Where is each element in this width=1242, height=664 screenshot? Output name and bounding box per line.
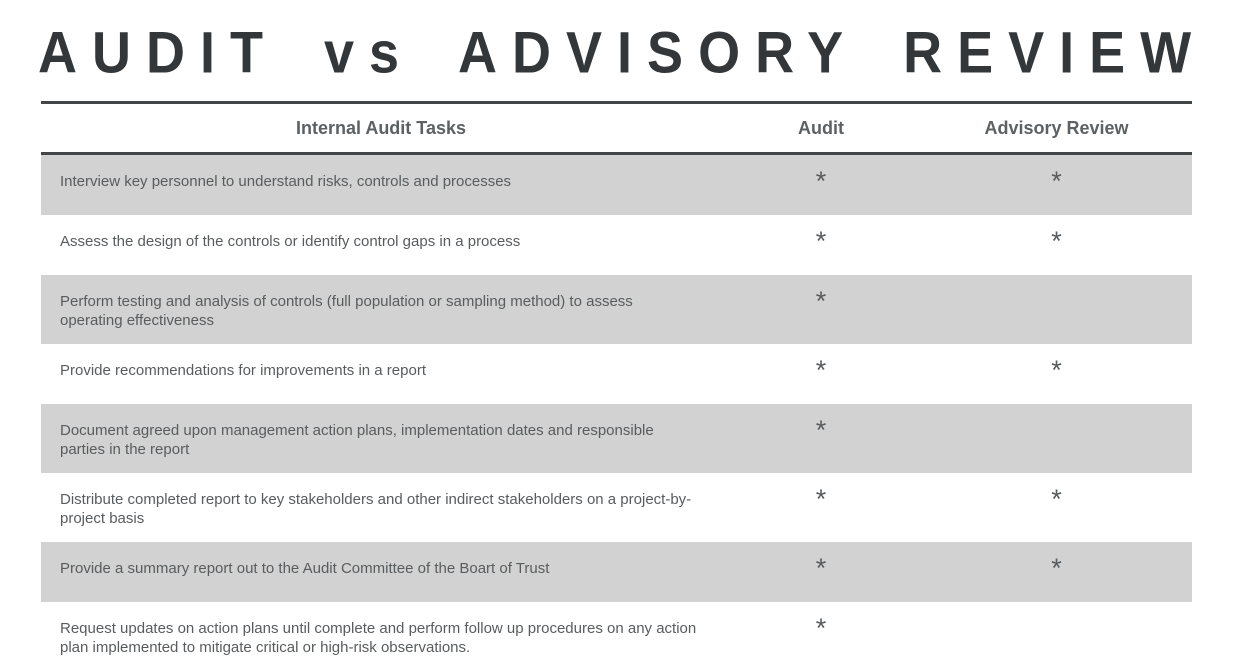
task-cell: Provide recommendations for improvements in a report <box>60 362 426 379</box>
page-title: AUDIT vs ADVISORY REVIEW <box>38 20 1207 86</box>
comparison-table <box>41 101 1192 664</box>
audit-mark: * <box>815 226 827 256</box>
task-cell: Interview key personnel to understand risks, controls and processes <box>60 173 512 190</box>
audit-mark: * <box>815 613 827 643</box>
table-rows <box>41 155 1192 664</box>
table-row <box>41 602 1192 664</box>
audit-mark: * <box>815 286 827 316</box>
advisory-mark: * <box>1051 355 1062 385</box>
task-cell: Distribute completed report to key stakeholders and other indirect stakeholders on a project-by-project basis <box>60 491 692 527</box>
table-row <box>41 473 1192 542</box>
column-header-advisory-review: Advisory Review <box>984 117 1129 138</box>
table-row <box>41 542 1192 602</box>
advisory-mark: * <box>1051 553 1062 583</box>
advisory-mark <box>921 275 1192 292</box>
audit-mark: * <box>815 415 827 445</box>
task-cell: Perform testing and analysis of controls (full population or sampling method) to assess operating effectiveness <box>60 293 633 329</box>
audit-mark: * <box>815 355 827 385</box>
task-cell: Request updates on action plans until complete and perform follow up procedures on any action plan implemented to mitigate critical or high-risk observations. <box>60 620 697 656</box>
audit-mark: * <box>815 484 827 514</box>
table-row <box>41 275 1192 344</box>
advisory-mark <box>921 404 1192 421</box>
table-row <box>41 344 1192 404</box>
table-row <box>41 404 1192 473</box>
column-header-internal-audit-tasks: Internal Audit Tasks <box>295 117 467 138</box>
task-cell: Provide a summary report out to the Audit Committee of the Boart of Trust <box>60 560 550 577</box>
audit-mark: * <box>815 166 827 196</box>
table-row <box>41 215 1192 275</box>
column-header-audit: Audit <box>798 117 844 138</box>
task-cell: Document agreed upon management action plans, implementation dates and responsible parties in the report <box>60 422 654 458</box>
advisory-mark: * <box>1051 166 1062 196</box>
advisory-mark <box>921 602 1192 619</box>
task-cell: Assess the design of the controls or identify control gaps in a process <box>60 233 521 250</box>
table-header-row <box>41 104 1192 152</box>
advisory-mark: * <box>1051 484 1062 514</box>
table-row <box>41 155 1192 215</box>
advisory-mark: * <box>1051 226 1062 256</box>
audit-mark: * <box>815 553 827 583</box>
